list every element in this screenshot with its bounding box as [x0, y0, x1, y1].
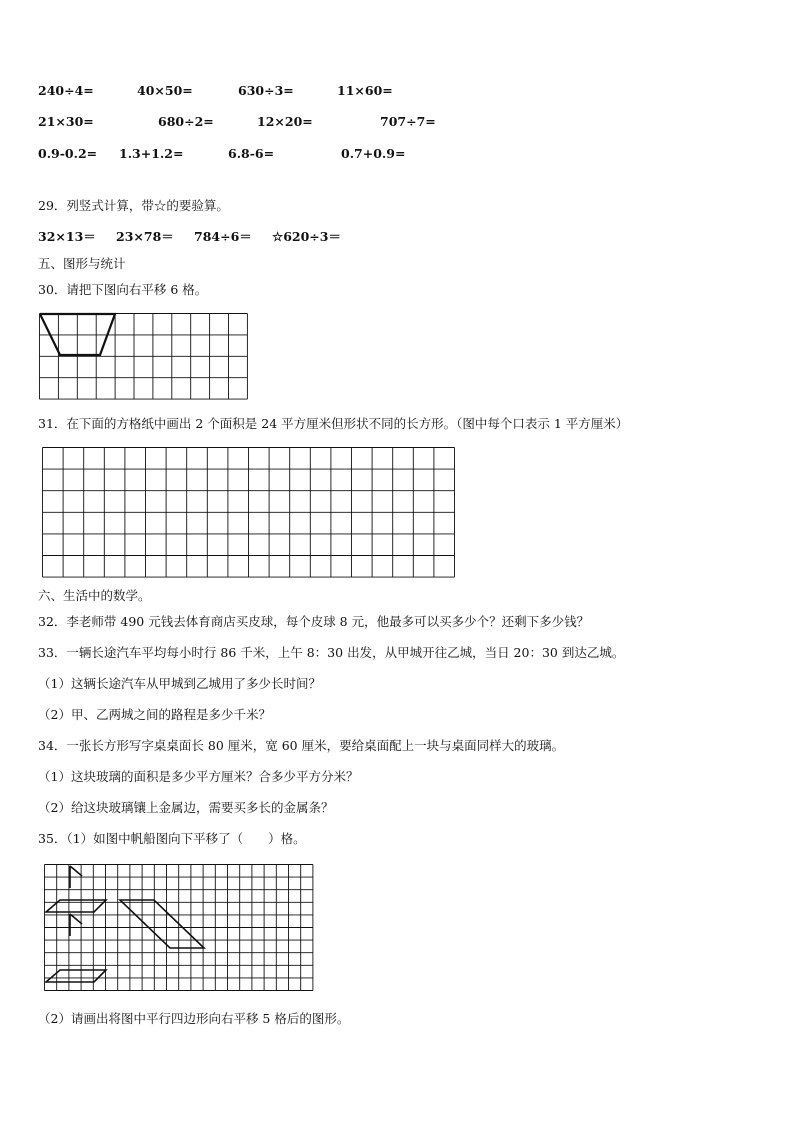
q31-grid — [42, 447, 455, 578]
sailboat-upper — [46, 866, 106, 912]
calc-1-0: 21×30= — [38, 114, 94, 129]
q29-title: 29．列竖式计算，带☆的要验算。 — [38, 198, 229, 213]
calc-0-0: 240÷4= — [38, 83, 94, 98]
q34-sub2: （2）给这块玻璃镶上金属边，需要买多长的金属条？ — [38, 800, 334, 815]
q29-item-1: 32×13＝ — [38, 229, 96, 244]
q29-item-3: 784÷6＝ — [194, 229, 252, 244]
q35-sub2: （2）请画出将图中平行四边形向右平移 5 格后的图形。 — [38, 1011, 350, 1026]
calc-2-1: 1.3+1.2= — [119, 146, 184, 161]
calc-0-2: 630÷3= — [238, 83, 294, 98]
section-6-heading: 六、生活中的数学。 — [38, 588, 151, 603]
parallelogram — [120, 900, 204, 948]
calc-2-0: 0.9-0.2= — [38, 146, 98, 161]
calc-2-3: 0.7+0.9= — [341, 146, 406, 161]
calc-2-2: 6.8-6= — [228, 146, 275, 161]
calc-0-3: 11×60= — [337, 83, 393, 98]
q32-text: 32．李老师带 490 元钱去体育商店买皮球，每个皮球 8 元，他最多可以买多少个？还剩下多少钱？ — [38, 614, 590, 629]
q35-title: 35．（1）如图中帆船图向下平移了（ ）格。 — [38, 831, 306, 846]
calc-1-1: 680÷2= — [158, 114, 214, 129]
q35-grid — [44, 864, 314, 992]
q34-title: 34．一张长方形写字桌桌面长 80 厘米，宽 60 厘米，要给桌面配上一块与桌面同样大的玻璃。 — [38, 738, 565, 753]
calc-1-3: 707÷7= — [380, 114, 436, 129]
q29-item-4: ☆620÷3＝ — [272, 229, 341, 244]
q33-sub2: （2）甲、乙两城之间的路程是多少千米？ — [38, 707, 271, 722]
q30-title: 30．请把下图向右平移 6 格。 — [38, 282, 208, 297]
section-5-heading: 五、图形与统计 — [38, 256, 126, 271]
q31-title: 31．在下面的方格纸中画出 2 个面积是 24 平方厘米但形状不同的长方形。（图中每个口表示 1 平方厘米） — [38, 416, 629, 431]
calc-0-1: 40×50= — [137, 83, 193, 98]
q30-grid — [39, 313, 248, 400]
q33-sub1: （1）这辆长途汽车从甲城到乙城用了多少长时间？ — [38, 676, 321, 691]
calc-1-2: 12×20= — [257, 114, 313, 129]
q34-sub1: （1）这块玻璃的面积是多少平方厘米？合多少平方分米？ — [38, 769, 359, 784]
q29-item-2: 23×78＝ — [116, 229, 174, 244]
sailboat-lower — [46, 914, 106, 982]
q33-title: 33．一辆长途汽车平均每小时行 86 千米，上午 8：30 出发，从甲城开往乙城，当日 20：30 到达乙城。 — [38, 645, 625, 660]
